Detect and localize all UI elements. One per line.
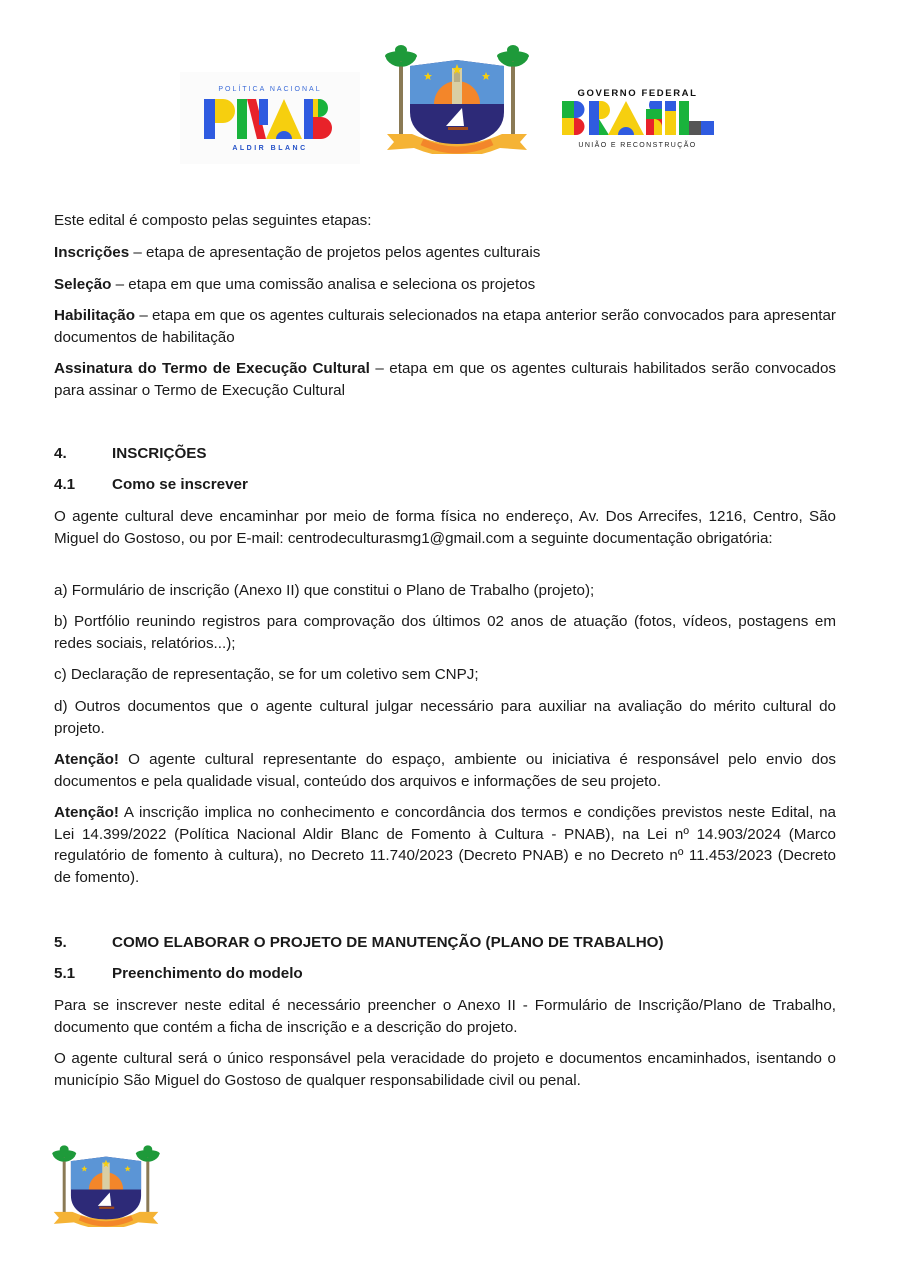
pnab-logo-top-text: POLÍTICA NACIONAL bbox=[218, 86, 322, 93]
attention-text: O agente cultural representante do espaço, ambiente ou iniciativa é responsável pelo envio dos documentos e pela qualidade visual, conteúdo dos arquivos e informações de seu projeto. bbox=[54, 751, 836, 790]
section-number: 5. bbox=[54, 934, 67, 951]
stage-term: Inscrições bbox=[54, 244, 130, 261]
stage-item bbox=[54, 305, 836, 348]
gov-logo-bottom-text: UNIÃO E RECONSTRUÇÃO bbox=[578, 142, 697, 149]
stages-intro: Este edital é composto pelas seguintes etapas: bbox=[54, 212, 372, 229]
section-title: INSCRIÇÕES bbox=[112, 445, 207, 462]
stage-item bbox=[54, 358, 836, 401]
gov-logo-top-text: GOVERNO FEDERAL bbox=[577, 88, 698, 99]
subsection-5-1-heading bbox=[54, 963, 303, 984]
governo-federal-logo bbox=[560, 84, 720, 160]
stage-desc: – etapa de apresentação de projetos pelos agentes culturais bbox=[129, 244, 541, 261]
stage-desc: – etapa em que os agentes culturais habilitados serão convocados para assinar o Termo de Execução Cultural bbox=[54, 360, 837, 399]
pnab-letters-icon bbox=[204, 99, 336, 139]
sao-miguel-crest-icon bbox=[382, 42, 532, 154]
required-document-item: c) Declaração de representação, se for um coletivo sem CNPJ; bbox=[54, 666, 479, 683]
stage-desc: – etapa em que uma comissão analisa e seleciona os projetos bbox=[111, 276, 536, 293]
pnab-logo-bottom-text: ALDIR BLANC bbox=[232, 145, 308, 152]
required-document-item: a) Formulário de inscrição (Anexo II) que constitui o Plano de Trabalho (projeto); bbox=[54, 582, 595, 599]
registration-intro: O agente cultural deve encaminhar por meio de forma física no endereço, Av. Dos Arrecifes, 1216, Centro, São Miguel do Gostoso, ou por E-mail: centrodeculturasmg1@gmail.com a seguinte documentação obrigatória: bbox=[54, 508, 836, 547]
stage-item bbox=[54, 274, 836, 296]
stage-term: Seleção bbox=[54, 276, 112, 293]
pnab-logo bbox=[180, 72, 360, 164]
attention-notice bbox=[54, 749, 836, 792]
attention-label: Atenção! bbox=[54, 804, 119, 821]
attention-label: Atenção! bbox=[54, 751, 119, 768]
subsection-title: Preenchimento do modelo bbox=[112, 965, 303, 982]
subsection-number: 5.1 bbox=[54, 965, 76, 982]
subsection-number: 4.1 bbox=[54, 476, 76, 493]
paragraph: Para se inscrever neste edital é necessário preencher o Anexo II - Formulário de Inscrição/Plano de Trabalho, documento que contém a ficha de inscrição e a descrição do projeto. bbox=[54, 997, 836, 1036]
section-title: COMO ELABORAR O PROJETO DE MANUTENÇÃO (PLANO DE TRABALHO) bbox=[112, 934, 664, 951]
required-document-item: b) Portfólio reunindo registros para comprovação dos últimos 02 anos de atuação (fotos, vídeos, postagens em redes sociais, relatórios...); bbox=[54, 613, 836, 652]
subsection-4-1-heading bbox=[54, 474, 248, 495]
brasil-letters-icon bbox=[562, 101, 714, 135]
section-number: 4. bbox=[54, 445, 67, 462]
attention-notice bbox=[54, 802, 836, 888]
stage-desc: – etapa em que os agentes culturais selecionados na etapa anterior serão convocados para apresentar documentos de habilitação bbox=[54, 307, 836, 346]
subsection-title: Como se inscrever bbox=[112, 476, 248, 493]
stage-term: Habilitação bbox=[54, 307, 136, 324]
stage-item bbox=[54, 242, 836, 264]
attention-text: A inscrição implica no conhecimento e concordância dos termos e condições previstos neste Edital, na Lei 14.399/2022 (Política Nacional Aldir Blanc de Fomento à Cultura - PNAB), na Lei nº 14.903/2024 (Marco regulatório de fomento à cultura), no Decreto 11.740/2023 (Decreto PNAB) e no Decreto nº 11.453/2023 (Decreto de fomento). bbox=[54, 804, 836, 886]
footer-crest-icon bbox=[50, 1143, 162, 1227]
required-document-item: d) Outros documentos que o agente cultural julgar necessário para auxiliar na avaliação do mérito cultural do projeto. bbox=[54, 698, 836, 737]
section-5-heading bbox=[54, 932, 664, 953]
stage-term: Assinatura do Termo de Execução Cultural bbox=[54, 360, 370, 377]
paragraph: O agente cultural será o único responsável pela veracidade do projeto e documentos encaminhados, isentando o município São Miguel do Gostoso de qualquer responsabilidade civil ou penal. bbox=[54, 1050, 836, 1089]
section-4-heading bbox=[54, 443, 207, 464]
